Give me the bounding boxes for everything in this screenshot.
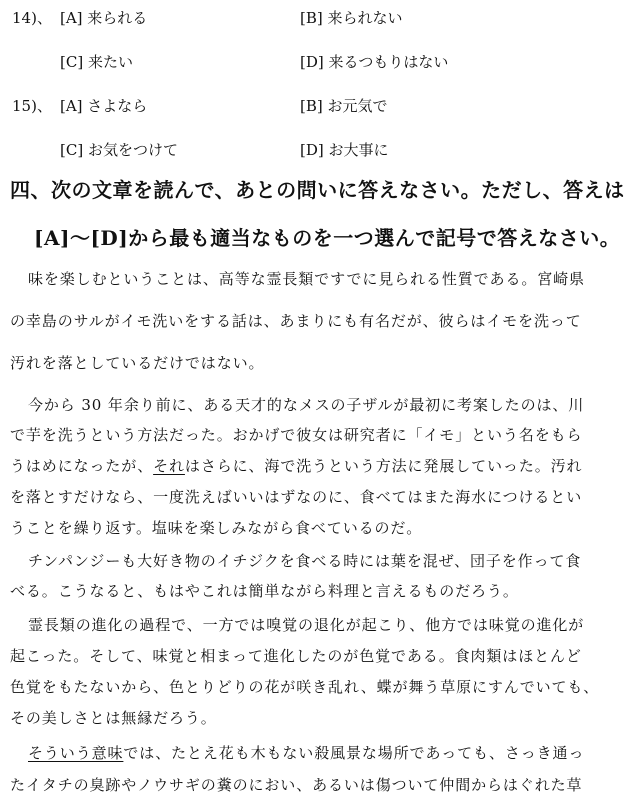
option-b: [B] お元気で (300, 97, 388, 115)
passage-line: 味を楽しむということは、高等な霊長類ですでに見られる性質である。宮崎県 (28, 270, 585, 288)
passage-line: 今から 30 年余り前に、ある天才的なメスの子ザルが最初に考案したのは、川 (28, 396, 585, 414)
passage-line: 霊長類の進化の過程で、一方では嗅覚の退化が起こり、他方では味覚の進化が (28, 616, 585, 634)
section-heading-line1: 四、次の文章を読んで、あとの問いに答えなさい。ただし、答えは (10, 178, 625, 202)
option-c: [C] 来たい (60, 53, 133, 71)
option-b: [B] 来られない (300, 9, 403, 27)
option-c: [C] お気をつけて (60, 141, 178, 159)
passage-text: うはめになったが、 (10, 457, 154, 475)
option-d: [D] 来るつもりはない (300, 53, 449, 71)
passage-line: の幸島のサルがイモ洗いをする話は、あまりにも有名だが、彼らはイモを洗って (10, 312, 582, 330)
option-d: [D] お大事に (300, 141, 389, 159)
passage-line: 色覚をもたないから、色とりどりの花が咲き乱れ、蝶が舞う草原にすんでいても、 (10, 678, 600, 696)
passage-line: べる。こうなると、もはやこれは簡単ながら料理と言えるものだろう。 (10, 582, 519, 600)
passage-line: を落とすだけなら、一度洗えばいいはずなのに、食べてはまた海水につけるとい (10, 488, 583, 506)
passage-text: はさらに、海で洗うという方法に発展していった。汚れ (184, 457, 583, 475)
option-a: [A] 来られる (60, 9, 148, 27)
option-a: [A] さよなら (60, 97, 148, 115)
question-number: 15)、 (12, 97, 52, 115)
passage-line: その美しさとは無縁だろう。 (10, 709, 217, 727)
passage-line (10, 455, 582, 477)
section-heading-line2: [A]〜[D]から最も適当なものを一つ選んで記号で答えなさい。 (34, 226, 621, 250)
passage-line: チンパンジーも大好き物のイチジクを食べる時には葉を混ぜ、団子を作って食 (28, 552, 582, 570)
underlined-reference: それ (153, 457, 185, 475)
passage-line: 汚れを落としているだけではない。 (10, 354, 265, 372)
question-number: 14)、 (12, 9, 52, 27)
underlined-reference: そういう意味 (28, 744, 124, 762)
passage-line: 起こった。そして、味覚と相まって進化したのが色覚である。食肉類はほとんど (10, 647, 582, 665)
passage-line (28, 742, 584, 764)
passage-text: では、たとえ花も木もない殺風景な場所であっても、さっき通っ (123, 744, 585, 762)
passage-line: うことを繰り返す。塩味を楽しみながら食べているのだ。 (10, 519, 423, 537)
passage-line: で芋を洗うという方法だった。おかげで彼女は研究者に「イモ」という名をもら (10, 426, 583, 444)
passage-line: たイタチの臭跡やノウサギの糞のにおい、あるいは傷ついて仲間からはぐれた草 (10, 776, 583, 794)
